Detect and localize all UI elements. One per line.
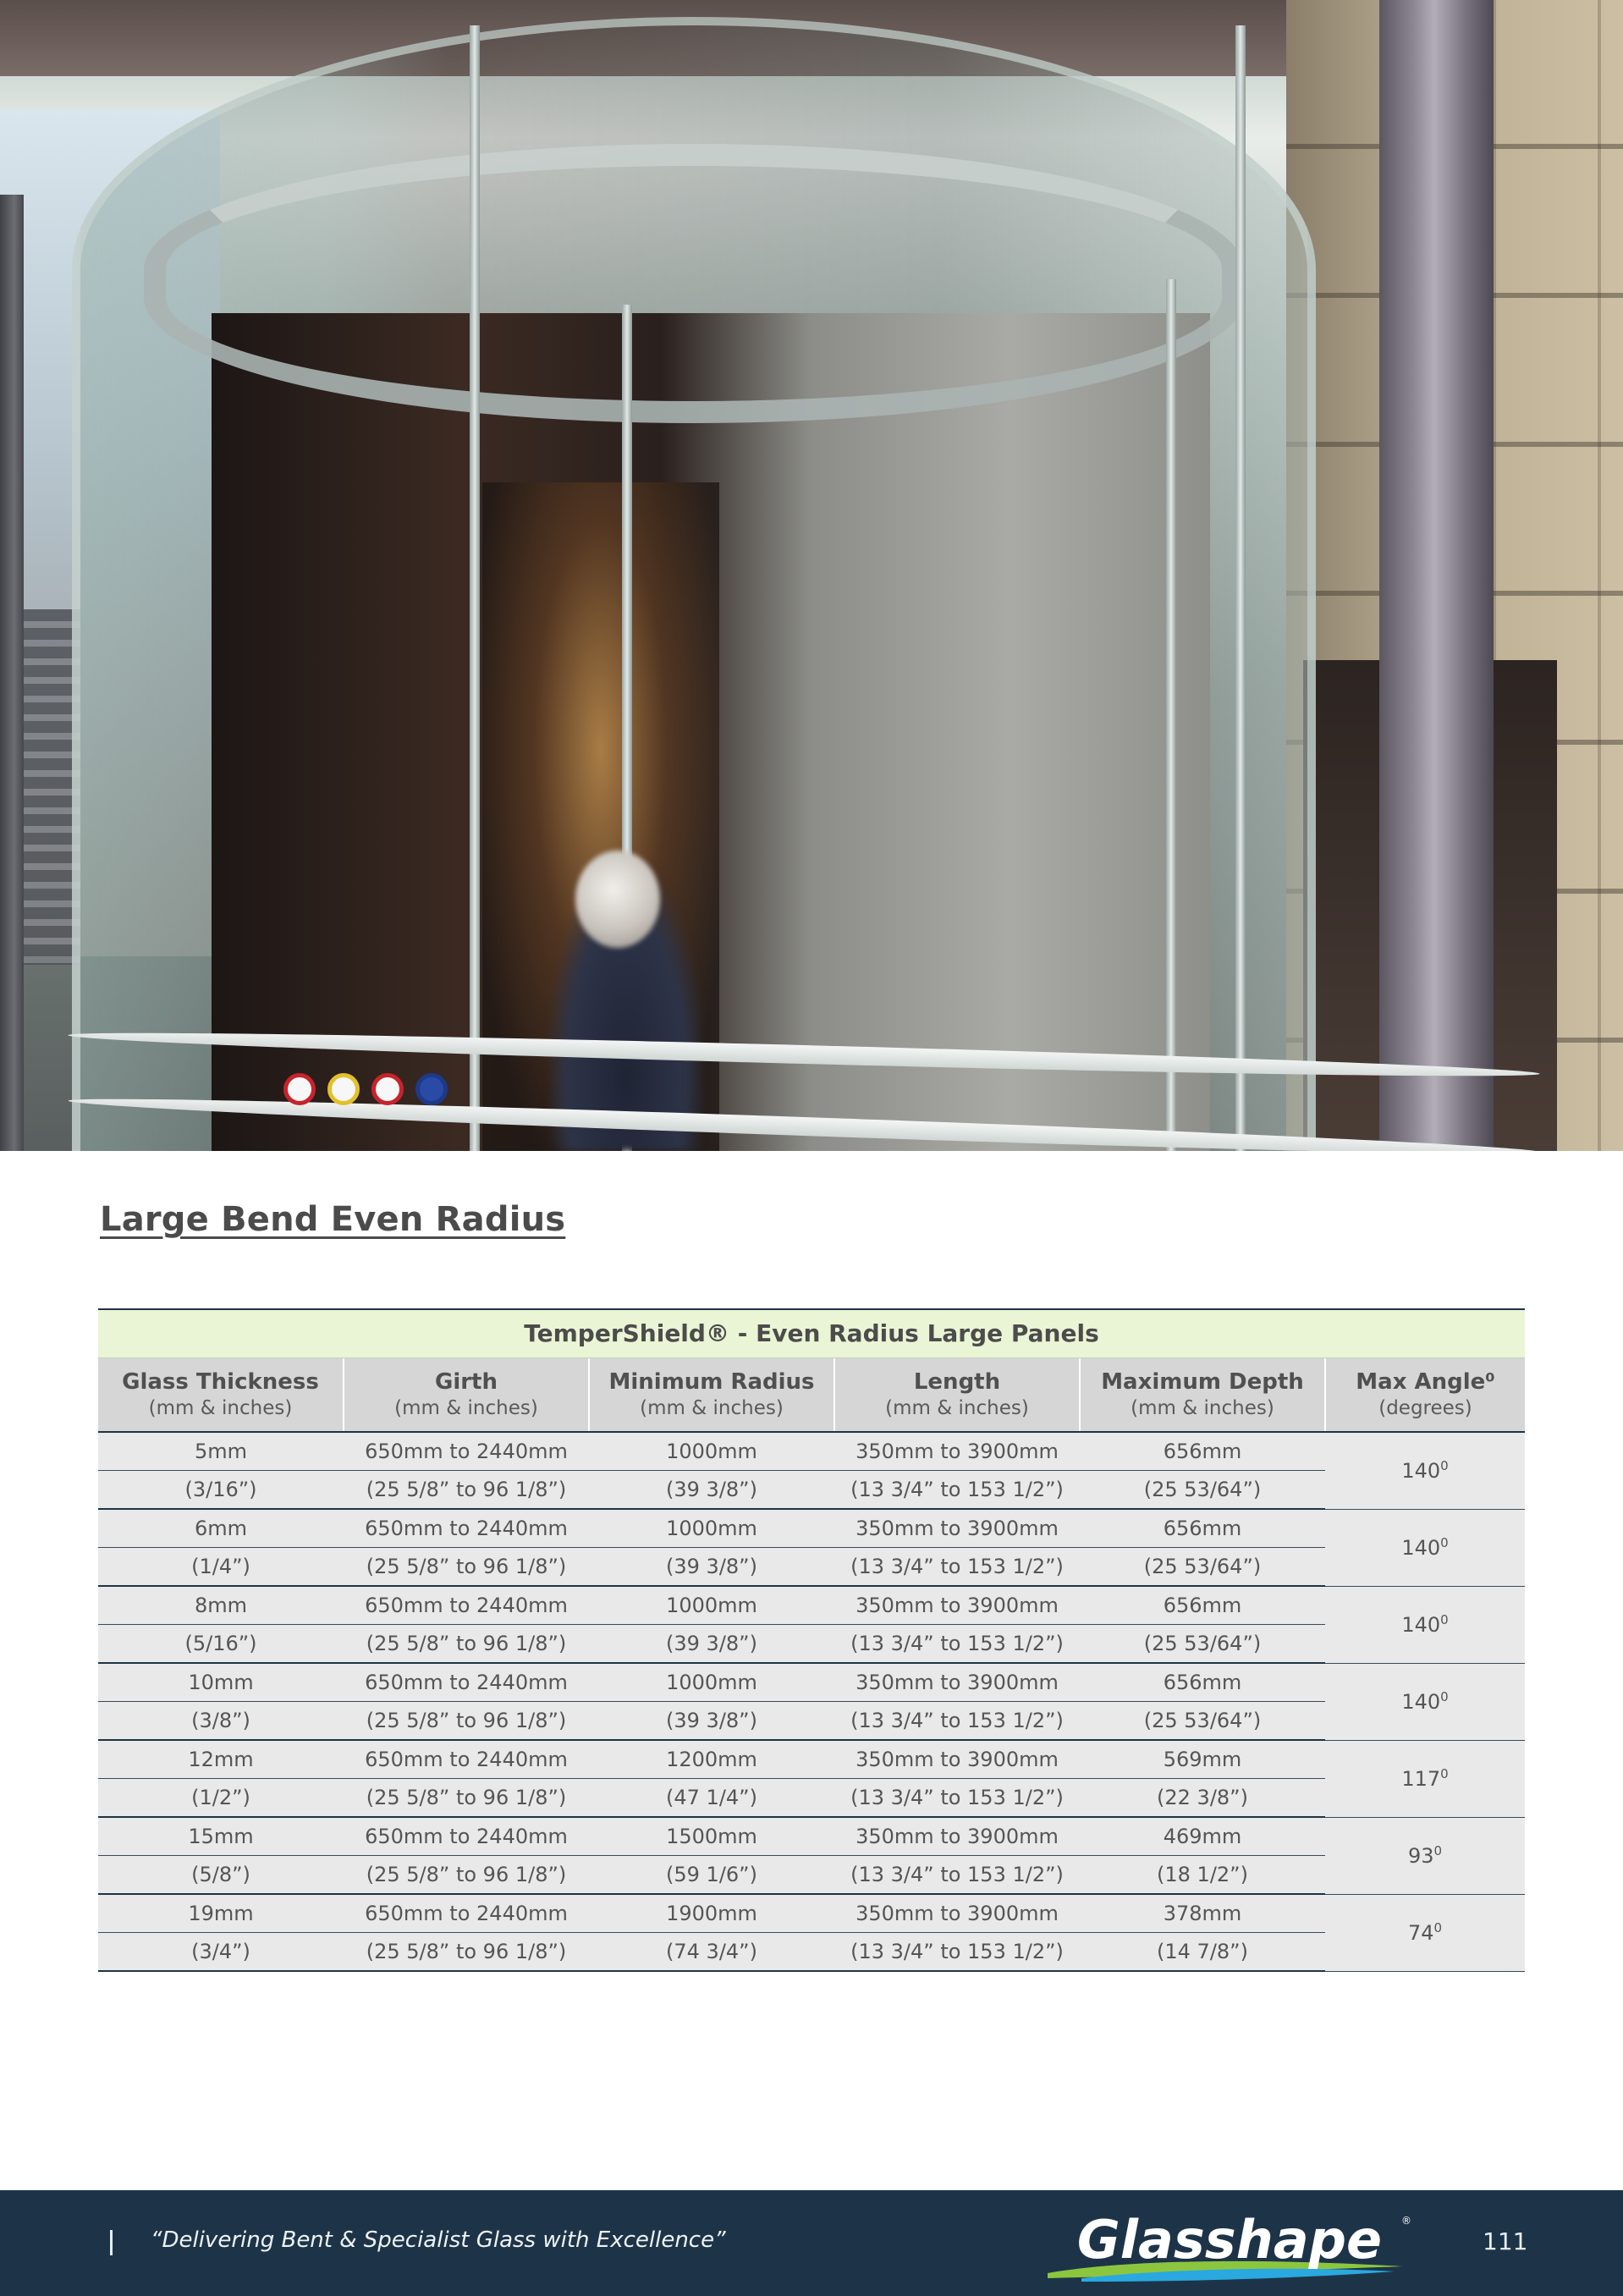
table-cell: 656mm	[1080, 1509, 1325, 1548]
page-title: Large Bend Even Radius	[100, 1200, 566, 1239]
table-cell: 656mm	[1080, 1586, 1325, 1625]
degree-symbol: 0	[1440, 1535, 1449, 1550]
table-cell: (25 5/8” to 96 1/8”)	[344, 1471, 589, 1510]
degree-symbol: 0	[1433, 1843, 1443, 1858]
table-row	[98, 1817, 1525, 1856]
table-cell: (3/16”)	[98, 1471, 344, 1510]
table-cell: 1000mm	[589, 1509, 834, 1548]
table-cell: (25 5/8” to 96 1/8”)	[344, 1856, 589, 1895]
column-header-title: Glass Thickness	[122, 1369, 319, 1395]
table-cell: (74 3/4”)	[589, 1933, 834, 1972]
table-cell: (1/2”)	[98, 1779, 344, 1818]
column-header-unit: (mm & inches)	[885, 1397, 1029, 1419]
table-body	[98, 1432, 1525, 1971]
table-cell: (25 5/8” to 96 1/8”)	[344, 1779, 589, 1818]
glasshape-logo	[1048, 2207, 1411, 2282]
column-header	[344, 1358, 589, 1432]
table-cell: 1500mm	[589, 1817, 834, 1856]
table-header-row	[98, 1358, 1525, 1432]
max-angle-value: 140	[1401, 1613, 1441, 1637]
table-cell: (13 3/4” to 153 1/2”)	[834, 1933, 1080, 1972]
table-cell: (25 53/64”)	[1080, 1548, 1325, 1587]
column-header	[1080, 1358, 1325, 1432]
photo-person-head	[575, 851, 660, 948]
table-cell: (13 3/4” to 153 1/2”)	[834, 1625, 1080, 1664]
table-cell: (25 5/8” to 96 1/8”)	[344, 1625, 589, 1664]
table-cell: 469mm	[1080, 1817, 1325, 1856]
photo-door-canopy	[144, 144, 1244, 423]
table-cell: (25 5/8” to 96 1/8”)	[344, 1548, 589, 1587]
table-cell: 1200mm	[589, 1740, 834, 1779]
column-header-title: Max Angle⁰	[1356, 1369, 1495, 1395]
table-cell: (13 3/4” to 153 1/2”)	[834, 1779, 1080, 1818]
footer-tagline: “Delivering Bent & Specialist Glass with Excellence”	[151, 2227, 726, 2253]
table-cell: (3/8”)	[98, 1702, 344, 1741]
table-cell: 350mm to 3900mm	[834, 1586, 1080, 1625]
table-caption: TemperShield® - Even Radius Large Panels	[98, 1308, 1525, 1358]
column-header	[1325, 1358, 1525, 1432]
degree-symbol: 0	[1433, 1920, 1443, 1935]
table-cell: 19mm	[98, 1894, 344, 1933]
table-cell: (5/8”)	[98, 1856, 344, 1895]
max-angle-cell	[1325, 1894, 1525, 1971]
table-cell: 378mm	[1080, 1894, 1325, 1933]
table-cell: 350mm to 3900mm	[834, 1817, 1080, 1856]
table-row	[98, 1586, 1525, 1625]
photo-mullion	[1235, 25, 1246, 1151]
table-cell: (59 1/6”)	[589, 1856, 834, 1895]
table-cell: 350mm to 3900mm	[834, 1894, 1080, 1933]
column-header-title: Minimum Radius	[608, 1369, 815, 1395]
photo-left-pillar	[0, 195, 24, 1151]
max-angle-cell	[1325, 1586, 1525, 1663]
table-cell: (22 3/8”)	[1080, 1779, 1325, 1818]
photo-safety-signs	[283, 1073, 448, 1105]
table-cell: 5mm	[98, 1432, 344, 1471]
max-angle-cell	[1325, 1817, 1525, 1894]
table-row	[98, 1779, 1525, 1818]
degree-symbol: 0	[1440, 1766, 1449, 1781]
table-cell: 350mm to 3900mm	[834, 1509, 1080, 1548]
logo-wordmark: Glasshape	[1076, 2209, 1383, 2271]
table-cell: 1000mm	[589, 1432, 834, 1471]
table-cell: (39 3/8”)	[589, 1702, 834, 1741]
table-cell: 569mm	[1080, 1740, 1325, 1779]
column-header-title: Length	[913, 1369, 1001, 1395]
degree-symbol: 0	[1440, 1458, 1449, 1474]
max-angle-cell	[1325, 1663, 1525, 1740]
column-header-unit: (degrees)	[1378, 1397, 1472, 1419]
table-cell: (13 3/4” to 153 1/2”)	[834, 1471, 1080, 1510]
table-cell: (39 3/8”)	[589, 1548, 834, 1587]
registered-mark-icon: ®	[1401, 2215, 1411, 2227]
table-cell: (3/4”)	[98, 1933, 344, 1972]
table-row	[98, 1856, 1525, 1895]
table-cell: 8mm	[98, 1586, 344, 1625]
column-header-unit: (mm & inches)	[640, 1397, 784, 1419]
table-cell: (1/4”)	[98, 1548, 344, 1587]
column-header	[834, 1358, 1080, 1432]
no-entry-sign-icon	[283, 1073, 316, 1105]
max-angle-cell	[1325, 1740, 1525, 1817]
table-cell: 6mm	[98, 1509, 344, 1548]
max-angle-value: 117	[1401, 1767, 1441, 1791]
table-cell: (39 3/8”)	[589, 1625, 834, 1664]
table-cell: (39 3/8”)	[589, 1471, 834, 1510]
photo-mullion	[1166, 279, 1176, 1151]
table-cell: (18 1/2”)	[1080, 1856, 1325, 1895]
table-cell: 650mm to 2440mm	[344, 1586, 589, 1625]
photo-lobby-interior	[212, 313, 1210, 1151]
no-entry-sign-icon	[371, 1073, 404, 1105]
table-row	[98, 1471, 1525, 1510]
warning-sign-icon	[327, 1073, 360, 1105]
table-cell: 10mm	[98, 1663, 344, 1702]
table-cell: (14 7/8”)	[1080, 1933, 1325, 1972]
table-row	[98, 1509, 1525, 1548]
spec-table	[98, 1308, 1525, 1972]
column-header	[98, 1358, 344, 1432]
table-cell: (13 3/4” to 153 1/2”)	[834, 1548, 1080, 1587]
footer-divider	[110, 2230, 113, 2255]
photo-mullion	[470, 25, 480, 1151]
degree-symbol: 0	[1440, 1689, 1449, 1704]
table-row	[98, 1894, 1525, 1933]
table-cell: (13 3/4” to 153 1/2”)	[834, 1856, 1080, 1895]
table-cell: 12mm	[98, 1740, 344, 1779]
table-row	[98, 1663, 1525, 1702]
table-cell: 15mm	[98, 1817, 344, 1856]
page-footer	[0, 2190, 1623, 2296]
max-angle-value: 140	[1401, 1459, 1441, 1484]
table-cell: 650mm to 2440mm	[344, 1432, 589, 1471]
table-cell: (13 3/4” to 153 1/2”)	[834, 1702, 1080, 1741]
column-header-unit: (mm & inches)	[148, 1397, 293, 1419]
table-cell: 1000mm	[589, 1663, 834, 1702]
degree-symbol: 0	[1440, 1612, 1449, 1627]
info-sign-icon	[415, 1073, 448, 1105]
table-cell: (25 53/64”)	[1080, 1702, 1325, 1741]
max-angle-cell	[1325, 1509, 1525, 1586]
table-cell: (25 5/8” to 96 1/8”)	[344, 1702, 589, 1741]
table-cell: 656mm	[1080, 1663, 1325, 1702]
table-row	[98, 1740, 1525, 1779]
table-cell: 650mm to 2440mm	[344, 1740, 589, 1779]
table-cell: (25 53/64”)	[1080, 1625, 1325, 1664]
column-header-unit: (mm & inches)	[1131, 1397, 1274, 1419]
table-cell: 656mm	[1080, 1432, 1325, 1471]
max-angle-value: 140	[1401, 1690, 1441, 1714]
table-cell: (25 53/64”)	[1080, 1471, 1325, 1510]
table-cell: (47 1/4”)	[589, 1779, 834, 1818]
table-cell: 1000mm	[589, 1586, 834, 1625]
column-header-unit: (mm & inches)	[394, 1397, 538, 1419]
table-cell: 350mm to 3900mm	[834, 1740, 1080, 1779]
table-cell: 350mm to 3900mm	[834, 1663, 1080, 1702]
max-angle-value: 140	[1401, 1536, 1441, 1560]
table-row	[98, 1432, 1525, 1471]
max-angle-cell	[1325, 1432, 1525, 1509]
column-header-title: Girth	[434, 1369, 498, 1395]
column-header-title: Maximum Depth	[1101, 1369, 1304, 1395]
table-row	[98, 1548, 1525, 1587]
table-cell: 650mm to 2440mm	[344, 1509, 589, 1548]
table-cell: 650mm to 2440mm	[344, 1663, 589, 1702]
photo-metal-column	[1379, 0, 1494, 1151]
max-angle-value: 93	[1407, 1844, 1434, 1868]
column-header	[589, 1358, 834, 1432]
table-row	[98, 1625, 1525, 1664]
table-row	[98, 1702, 1525, 1741]
table-cell: (5/16”)	[98, 1625, 344, 1664]
table-cell: 650mm to 2440mm	[344, 1894, 589, 1933]
table-cell: (25 5/8” to 96 1/8”)	[344, 1933, 589, 1972]
table-row	[98, 1933, 1525, 1972]
table-cell: 1900mm	[589, 1894, 834, 1933]
table-cell: 350mm to 3900mm	[834, 1432, 1080, 1471]
table-cell: 650mm to 2440mm	[344, 1817, 589, 1856]
page-number: 111	[1483, 2227, 1528, 2255]
max-angle-value: 74	[1407, 1921, 1434, 1945]
